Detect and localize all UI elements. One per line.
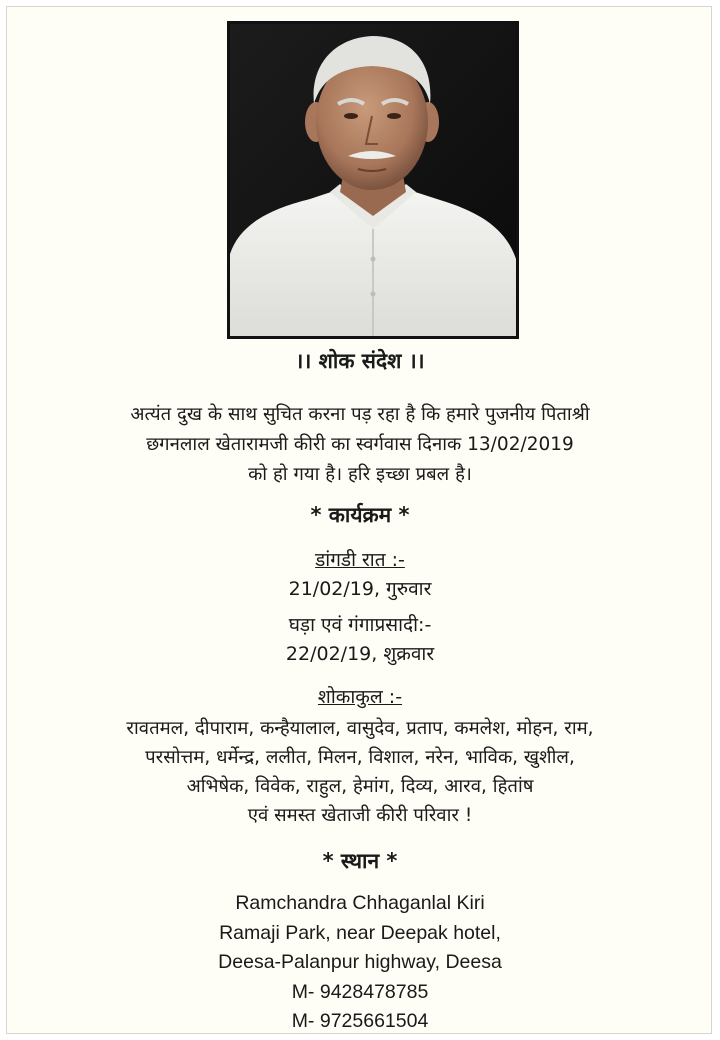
event-label-dangdi-raat: डांगडी रात :- <box>315 549 405 571</box>
place-heading: * स्थान * <box>322 849 398 873</box>
portrait-frame <box>227 21 519 339</box>
address-line: Ramchandra Chhaganlal Kiri <box>235 892 485 914</box>
program-heading: * कार्यक्रम * <box>310 503 410 527</box>
address-line: Ramaji Park, near Deepak hotel, <box>219 921 501 944</box>
condolence-message <box>7 400 713 490</box>
mourners-line: अभिषेक, विवेक, राहुल, हेमांग, दिव्य, आरव, हितांष <box>186 776 534 797</box>
mourners-line: रावतमल, दीपाराम, कन्हैयालाल, वासुदेव, प्रताप, कमलेश, मोहन, राम, <box>126 718 594 739</box>
message-line: छगनलाल खेतारामजी कीरी का स्वर्गवास दिनाक 13/02/2019 <box>146 434 574 455</box>
phone-number: M- 9725661504 <box>291 1010 429 1032</box>
address-block <box>7 889 713 1037</box>
message-line: को हो गया है। हरि इच्छा प्रबल है। <box>248 464 472 485</box>
condolence-card <box>6 6 712 1034</box>
mourners-list <box>7 714 713 830</box>
portrait-photo <box>230 24 516 336</box>
event-date-dangdi-raat: 21/02/19, गुरुवार <box>288 578 432 600</box>
event-label-ganga-prasadi: घड़ा एवं गंगाप्रसादी:- <box>288 614 432 636</box>
page-title: ।। शोक संदेश ।। <box>295 349 425 373</box>
mourners-label: शोकाकुल :- <box>317 686 403 708</box>
mourners-line: एवं समस्त खेताजी कीरी परिवार ! <box>247 805 473 826</box>
address-line: Deesa-Palanpur highway, Deesa <box>218 951 502 973</box>
mourners-line: परसोत्तम, धर्मेन्द्र, ललीत, मिलन, विशाल, नरेन, भाविक, खुशील, <box>145 747 575 768</box>
phone-number: M- 9428478785 <box>291 980 429 1003</box>
message-line: अत्यंत दुख के साथ सुचित करना पड़ रहा है कि हमारे पुजनीय पिताश्री <box>130 404 590 425</box>
event-date-ganga-prasadi: 22/02/19, शुक्रवार <box>285 643 435 665</box>
